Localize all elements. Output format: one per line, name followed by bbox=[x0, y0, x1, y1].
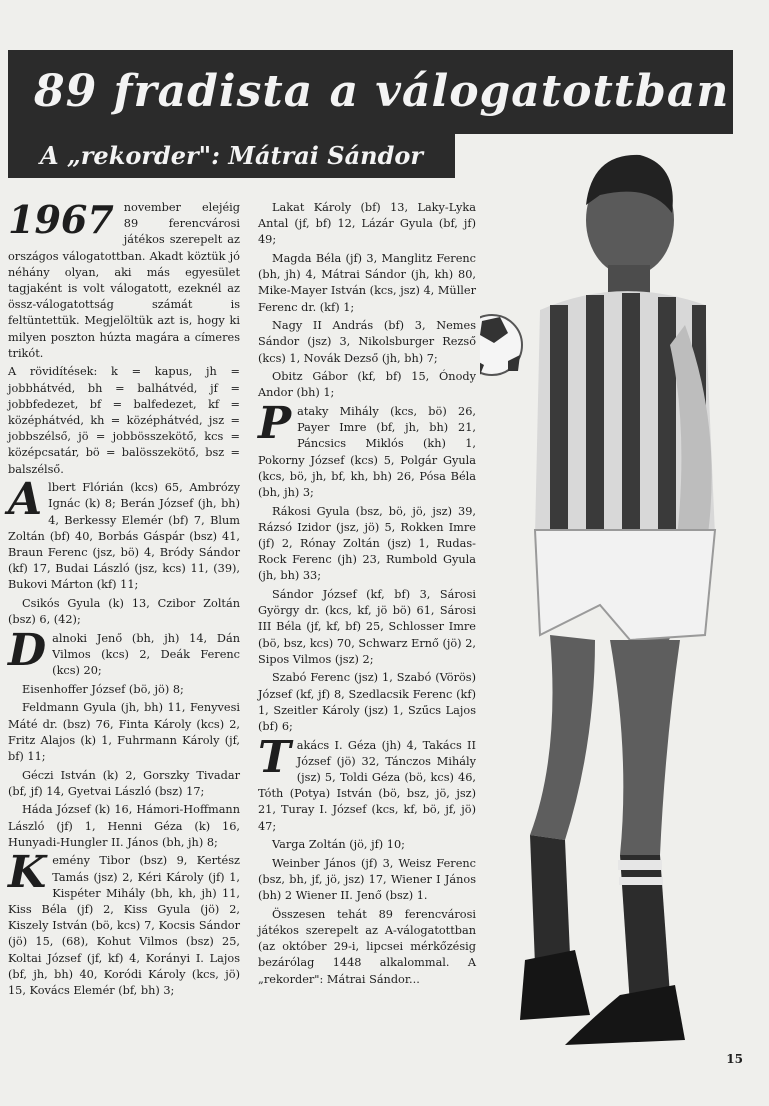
intro-text: november elejéig 89 ferencvárosi játékos szerepelt az országos válogatottban. Akadt köztük jó néhány olyan, aki más egyesület tagjaként is volt válogatott, ezeknél az össz-válogatottság számát is feltüntettük. Megjelöltük azt is, hogy ki milyen poszton húzta magára a címeres trikót. bbox=[8, 201, 240, 360]
article-column-2 bbox=[258, 200, 476, 990]
closing-paragraph: Összesen tehát 89 ferencvárosi játékos szerepelt az A-válogatottban (az október 29-i, lipcsei mérkőzésig bezárólag 1448 alkalommal. A „rekorder": Mátrai Sándor... bbox=[258, 907, 476, 986]
drop-letter-d: D bbox=[8, 624, 47, 676]
player-left-boot bbox=[520, 950, 590, 1020]
section-g: Géczi István (k) 2, Gorszky Tivadar (bf, jf) 14, Gyetvai László (bsz) 17; bbox=[8, 768, 240, 798]
player-shorts bbox=[535, 530, 715, 640]
section-t bbox=[258, 731, 476, 835]
player-left-leg bbox=[530, 635, 595, 840]
section-d-text: alnoki Jenő (bh, jh) 14, Dán Vilmos (kcs) 2, Deák Ferenc (kcs) 20; bbox=[52, 631, 240, 678]
section-l: Lakat Károly (bf) 13, Laky-Lyka Antal (jf, bf) 12, Lázár Gyula (bf, jf) 49; bbox=[258, 201, 476, 247]
section-a-text: lbert Flórián (kcs) 65, Ambrózy Ignác (k) 8; Berán József (jh, bh) 4, Berkessy Elemér (bf) 7, Blum Zoltán (bf) 40, Borbás Gáspár (bsz) 41, Braun Ferenc (jsz, bö) 4, Bródy Sándor (kf) 17, Budai László (jsz, kcs) 11, (39), Bukovi Márton (kf) 11; bbox=[8, 481, 240, 592]
section-k-text: emény Tibor (bsz) 9, Kertész Tamás (jsz) 2, Kéri Károly (jf) 1, Kispéter Mihály (bh, kh, jh) 11, Kiss Béla (jf) 2, Kiss Gyula (jö) 2, Kiszely István (bö, kcs) 7, Kocsis Sándor (jö) 15, (68), Kohut Vilmos (bsz) 25, Koltai József (jf, kf) 4, Korányi I. Lajos (bf, jh, bh) 40, Koródi Károly (kcs, jö) 15, Kovács Elemér (bf, bh) 3; bbox=[8, 854, 240, 998]
section-r: Rákosi Gyula (bsz, bö, jö, jsz) 39, Rázsó Izidor (jsz, jö) 5, Rokken Imre (jf) 2, Rónay Zoltán (jsz) 1, Rudas-Rock Ferenc (jh) 23, Rumbold Gyula (jh, bh) 33; bbox=[258, 504, 476, 583]
article-column-1 bbox=[8, 197, 240, 1002]
drop-letter-k: K bbox=[8, 847, 47, 899]
intro-paragraph bbox=[8, 197, 240, 362]
player-right-leg bbox=[610, 640, 680, 855]
page-subtitle: A „rekorder": Mátrai Sándor bbox=[8, 134, 455, 178]
ball-icon bbox=[480, 315, 522, 375]
section-p bbox=[258, 398, 476, 501]
section-d bbox=[8, 624, 240, 680]
football-player-photo bbox=[480, 135, 730, 1050]
section-s: Sándor József (kf, bf) 3, Sárosi György dr. (kcs, kf, jö bö) 61, Sárosi III Béla (jf, kf, bf) 25, Schlosser Imre (bö, bsz, kcs) 70, Schwarz Ernő (jö) 2, Sipos Vilmos (jsz) 2; bbox=[258, 588, 476, 666]
section-f: Feldmann Gyula (jh, bh) 11, Fenyvesi Máté dr. (bsz) 76, Finta Károly (kcs) 2, Fritz Alajos (k) 1, Fuhrmann Károly (jf, bf) 11; bbox=[8, 701, 240, 764]
drop-letter-p: P bbox=[258, 398, 292, 449]
section-cs: Csikós Gyula (k) 13, Czibor Zoltán (bsz) 6, (42); bbox=[8, 597, 240, 627]
page-title: 89 fradista a válogatottban bbox=[8, 50, 733, 134]
year-drop: 1967 bbox=[8, 197, 114, 242]
section-a bbox=[8, 474, 240, 593]
section-n: Nagy II András (bf) 3, Nemes Sándor (jsz) 3, Nikolsburger Rezső (kcs) 1, Novák Dezső (jh, bh) 7; bbox=[258, 319, 476, 365]
section-m: Magda Béla (jf) 3, Manglitz Ferenc (bh, jh) 4, Mátrai Sándor (jh, kh) 80, Mike-Mayer István (kcs, jsz) 4, Müller Ferenc dr. (kf) 1; bbox=[258, 252, 477, 314]
section-t-text: akács I. Géza (jh) 4, Takács II József (jö) 32, Tánczos Mihály (jsz) 5, Toldi Géza (bö, kcs) 46, Tóth (Potya) István (bö, bsz, jö, jsz) 21, Turay I. József (kcs, kf, bö, jf, jö) 47; bbox=[258, 738, 476, 833]
section-sz: Szabó Ferenc (jsz) 1, Szabó (Vörös) József (kf, jf) 8, Szedlacsik Ferenc (kf) 1, Szeitler Károly (jsz) 1, Szűcs Lajos (bf) 6; bbox=[258, 671, 476, 734]
abbrev-paragraph: A rövidítések: k = kapus, jh = jobbhátvéd, bh = balhátvéd, jf = jobbfedezet, bf = balfedezet, kf = középhátvéd, kh = középhátvéd, jsz = jobbszélső, jö = jobbösszekötő, kcs = középcsatár, bö = balösszekötő, bsz = balszélső. bbox=[8, 365, 240, 476]
section-w: Weinber János (jf) 3, Weisz Ferenc (bsz, bh, jf, jö, jsz) 17, Wiener I János (bh) 2 Wiener II. Jenő (bsz) 1. bbox=[258, 856, 476, 903]
section-p-text: ataky Mihály (kcs, bö) 26, Payer Imre (bf, jh, bh) 21, Páncsics Miklós (kh) 1, Pokorny József (kcs) 5, Polgár Gyula (kcs, bö, jh, bf, kh, bh) 26, Pósa Béla (bh, jh) 3; bbox=[258, 405, 476, 500]
section-k bbox=[8, 847, 240, 999]
section-v: Varga Zoltán (jö, jf) 10; bbox=[272, 838, 405, 852]
section-e: Eisenhoffer József (bö, jö) 8; bbox=[22, 682, 184, 696]
section-o: Obitz Gábor (kf, bf) 15, Ónody Andor (bh) 1; bbox=[258, 370, 476, 400]
drop-letter-t: T bbox=[258, 731, 291, 783]
drop-letter-a: A bbox=[8, 474, 43, 526]
section-h: Háda József (k) 16, Hámori-Hoffmann László (jf) 1, Henni Géza (k) 16, Hunyadi-Hungler II. János (bh, jh) 8; bbox=[8, 803, 240, 849]
page-number: 15 bbox=[726, 1052, 743, 1066]
